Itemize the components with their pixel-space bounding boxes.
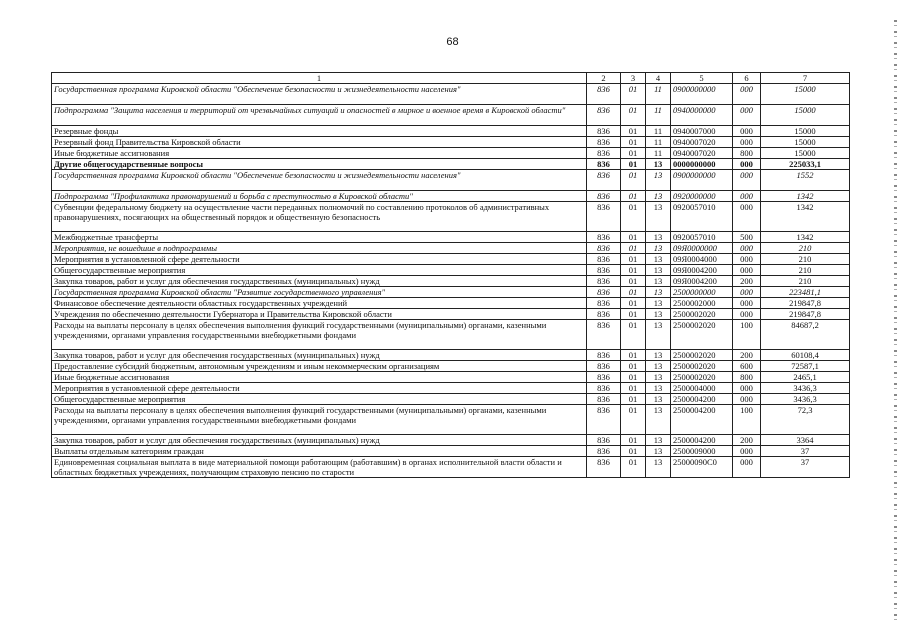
scan-edge-artifact: [894, 20, 897, 620]
row-subsection-cell: 13: [646, 309, 671, 320]
row-code-cell: 836: [587, 383, 621, 394]
row-amount-cell: 219847,8: [761, 309, 850, 320]
table-row: [52, 350, 850, 361]
row-name-cell: Межбюджетные трансферты: [52, 232, 587, 243]
row-subsection-cell: 13: [646, 232, 671, 243]
row-section-cell: 01: [621, 309, 646, 320]
row-target-cell: 2500004200: [671, 435, 733, 446]
row-amount-cell: 15000: [761, 105, 850, 126]
row-amount-cell: 210: [761, 254, 850, 265]
row-section-cell: 01: [621, 298, 646, 309]
row-name-cell: Учреждения по обеспечению деятельности Губернатора и Правительства Кировской области: [52, 309, 587, 320]
row-type-cell: 000: [733, 137, 761, 148]
row-amount-cell: 15000: [761, 137, 850, 148]
row-section-cell: 01: [621, 202, 646, 232]
row-name-cell: Подпрограмма "Защита населения и территорий от чрезвычайных ситуаций и опасностей в мирное и военное время в Кировской области": [52, 105, 587, 126]
row-type-cell: 200: [733, 350, 761, 361]
row-amount-cell: 15000: [761, 126, 850, 137]
table-row: [52, 170, 850, 191]
row-subsection-cell: 13: [646, 446, 671, 457]
row-amount-cell: 2465,1: [761, 372, 850, 383]
table-row: [52, 191, 850, 202]
row-amount-cell: 1342: [761, 202, 850, 232]
row-amount-cell: 225033,1: [761, 159, 850, 170]
row-section-cell: 01: [621, 254, 646, 265]
row-subsection-cell: 13: [646, 320, 671, 350]
row-type-cell: 800: [733, 372, 761, 383]
row-code-cell: 836: [587, 276, 621, 287]
row-code-cell: 836: [587, 394, 621, 405]
row-name-cell: Мероприятия в установленной сфере деятельности: [52, 254, 587, 265]
row-subsection-cell: 13: [646, 405, 671, 435]
row-type-cell: 000: [733, 159, 761, 170]
row-code-cell: 836: [587, 191, 621, 202]
row-amount-cell: 1342: [761, 232, 850, 243]
row-target-cell: 0920000000: [671, 191, 733, 202]
row-code-cell: 836: [587, 361, 621, 372]
row-amount-cell: 15000: [761, 84, 850, 105]
row-type-cell: 800: [733, 148, 761, 159]
row-target-cell: 2500002020: [671, 350, 733, 361]
row-name-cell: Финансовое обеспечение деятельности областных государственных учреждений: [52, 298, 587, 309]
row-section-cell: 01: [621, 84, 646, 105]
row-subsection-cell: 13: [646, 191, 671, 202]
header-cell: 4: [646, 73, 671, 84]
row-amount-cell: 3436,3: [761, 383, 850, 394]
table-row: [52, 287, 850, 298]
row-amount-cell: 1342: [761, 191, 850, 202]
table-row: [52, 457, 850, 478]
row-subsection-cell: 13: [646, 287, 671, 298]
row-name-cell: Мероприятия, не вошедшие в подпрограммы: [52, 243, 587, 254]
row-amount-cell: 72,3: [761, 405, 850, 435]
table-row: [52, 276, 850, 287]
row-subsection-cell: 13: [646, 350, 671, 361]
row-section-cell: 01: [621, 457, 646, 478]
row-target-cell: 0900000000: [671, 84, 733, 105]
row-name-cell: Закупка товаров, работ и услуг для обеспечения государственных (муниципальных) нужд: [52, 276, 587, 287]
row-target-cell: 0000000000: [671, 159, 733, 170]
row-name-cell: Подпрограмма "Профилактика правонарушений и борьба с преступностью в Кировской области": [52, 191, 587, 202]
row-section-cell: 01: [621, 159, 646, 170]
table-row: [52, 232, 850, 243]
row-type-cell: 000: [733, 265, 761, 276]
table-row: [52, 159, 850, 170]
row-amount-cell: 210: [761, 276, 850, 287]
row-section-cell: 01: [621, 126, 646, 137]
row-subsection-cell: 11: [646, 148, 671, 159]
row-name-cell: Закупка товаров, работ и услуг для обеспечения государственных (муниципальных) нужд: [52, 435, 587, 446]
row-code-cell: 836: [587, 457, 621, 478]
row-code-cell: 836: [587, 232, 621, 243]
table-row: [52, 126, 850, 137]
row-section-cell: 01: [621, 191, 646, 202]
row-name-cell: Иные бюджетные ассигнования: [52, 148, 587, 159]
header-cell: 2: [587, 73, 621, 84]
row-subsection-cell: 13: [646, 159, 671, 170]
row-name-cell: Мероприятия в установленной сфере деятельности: [52, 383, 587, 394]
table-row: [52, 202, 850, 232]
row-name-cell: Другие общегосударственные вопросы: [52, 159, 587, 170]
row-name-cell: Общегосударственные мероприятия: [52, 265, 587, 276]
table-row: [52, 435, 850, 446]
row-code-cell: 836: [587, 148, 621, 159]
row-code-cell: 836: [587, 309, 621, 320]
row-name-cell: Закупка товаров, работ и услуг для обеспечения государственных (муниципальных) нужд: [52, 350, 587, 361]
row-name-cell: Расходы на выплаты персоналу в целях обеспечения выполнения функций государственными (муниципальными) органами, казенными учреждениями, органами управления государственными внебюджетными фондами: [52, 405, 587, 435]
row-subsection-cell: 13: [646, 298, 671, 309]
row-target-cell: 2500004200: [671, 394, 733, 405]
row-type-cell: 000: [733, 84, 761, 105]
row-name-cell: Резервные фонды: [52, 126, 587, 137]
row-type-cell: 000: [733, 191, 761, 202]
row-subsection-cell: 13: [646, 202, 671, 232]
row-name-cell: Субвенции федеральному бюджету на осуществление части переданных полномочий по составлению протоколов об административных правонарушениях, посягающих на общественный порядок и общественную безопасность: [52, 202, 587, 232]
row-section-cell: 01: [621, 405, 646, 435]
row-name-cell: Государственная программа Кировской области "Развитие государственного управления": [52, 287, 587, 298]
row-subsection-cell: 13: [646, 383, 671, 394]
row-code-cell: 836: [587, 372, 621, 383]
row-section-cell: 01: [621, 137, 646, 148]
row-section-cell: 01: [621, 265, 646, 276]
row-name-cell: Иные бюджетные ассигнования: [52, 372, 587, 383]
budget-table: [51, 72, 850, 478]
row-target-cell: 2500002020: [671, 309, 733, 320]
row-code-cell: 836: [587, 202, 621, 232]
row-type-cell: 000: [733, 298, 761, 309]
row-amount-cell: 223481,1: [761, 287, 850, 298]
row-section-cell: 01: [621, 394, 646, 405]
row-amount-cell: 37: [761, 446, 850, 457]
row-amount-cell: 1552: [761, 170, 850, 191]
row-code-cell: 836: [587, 137, 621, 148]
row-target-cell: 09Я0000000: [671, 243, 733, 254]
header-cell: 6: [733, 73, 761, 84]
row-target-cell: 2500004200: [671, 405, 733, 435]
table-row: [52, 254, 850, 265]
row-amount-cell: 219847,8: [761, 298, 850, 309]
row-target-cell: 0920057010: [671, 202, 733, 232]
row-type-cell: 000: [733, 394, 761, 405]
table-row: [52, 84, 850, 105]
table-row: [52, 298, 850, 309]
row-amount-cell: 60108,4: [761, 350, 850, 361]
row-section-cell: 01: [621, 148, 646, 159]
row-code-cell: 836: [587, 84, 621, 105]
row-subsection-cell: 13: [646, 457, 671, 478]
row-amount-cell: 210: [761, 243, 850, 254]
row-target-cell: 2500002020: [671, 361, 733, 372]
row-amount-cell: 3436,3: [761, 394, 850, 405]
row-subsection-cell: 13: [646, 170, 671, 191]
row-section-cell: 01: [621, 232, 646, 243]
row-code-cell: 836: [587, 287, 621, 298]
row-subsection-cell: 13: [646, 254, 671, 265]
row-code-cell: 836: [587, 254, 621, 265]
table-row: [52, 148, 850, 159]
row-subsection-cell: 11: [646, 84, 671, 105]
table-row: [52, 320, 850, 350]
row-type-cell: 000: [733, 287, 761, 298]
row-subsection-cell: 13: [646, 435, 671, 446]
row-type-cell: 000: [733, 309, 761, 320]
row-target-cell: 2500002000: [671, 298, 733, 309]
header-cell: 3: [621, 73, 646, 84]
row-code-cell: 836: [587, 405, 621, 435]
row-subsection-cell: 13: [646, 372, 671, 383]
row-name-cell: Расходы на выплаты персоналу в целях обеспечения выполнения функций государственными (муниципальными) органами, казенными учреждениями, органами управления государственными внебюджетными фондами: [52, 320, 587, 350]
row-name-cell: Резервный фонд Правительства Кировской области: [52, 137, 587, 148]
row-target-cell: 0920057010: [671, 232, 733, 243]
row-section-cell: 01: [621, 446, 646, 457]
row-type-cell: 000: [733, 126, 761, 137]
row-name-cell: Государственная программа Кировской области "Обеспечение безопасности и жизнедеятельности населения": [52, 170, 587, 191]
row-type-cell: 100: [733, 320, 761, 350]
row-section-cell: 01: [621, 287, 646, 298]
row-code-cell: 836: [587, 350, 621, 361]
row-subsection-cell: 11: [646, 137, 671, 148]
row-code-cell: 836: [587, 446, 621, 457]
row-code-cell: 836: [587, 243, 621, 254]
row-subsection-cell: 13: [646, 243, 671, 254]
row-section-cell: 01: [621, 243, 646, 254]
header-cell: 5: [671, 73, 733, 84]
row-subsection-cell: 13: [646, 276, 671, 287]
row-amount-cell: 15000: [761, 148, 850, 159]
row-code-cell: 836: [587, 105, 621, 126]
row-target-cell: 09Я0004000: [671, 254, 733, 265]
row-section-cell: 01: [621, 350, 646, 361]
row-type-cell: 100: [733, 405, 761, 435]
row-name-cell: Выплаты отдельным категориям граждан: [52, 446, 587, 457]
table-row: [52, 105, 850, 126]
table-row: [52, 243, 850, 254]
row-code-cell: 836: [587, 170, 621, 191]
row-code-cell: 836: [587, 265, 621, 276]
row-subsection-cell: 11: [646, 126, 671, 137]
header-cell: 7: [761, 73, 850, 84]
table-row: [52, 446, 850, 457]
row-target-cell: 25000090С0: [671, 457, 733, 478]
row-target-cell: 09Я0004200: [671, 265, 733, 276]
row-target-cell: 09Я0004200: [671, 276, 733, 287]
header-cell: 1: [52, 73, 587, 84]
row-type-cell: 000: [733, 105, 761, 126]
row-target-cell: 2500002020: [671, 320, 733, 350]
row-target-cell: 0940007020: [671, 148, 733, 159]
page-number: 68: [446, 36, 459, 48]
row-type-cell: 000: [733, 446, 761, 457]
table-row: [52, 265, 850, 276]
row-section-cell: 01: [621, 276, 646, 287]
row-type-cell: 000: [733, 170, 761, 191]
table-row: [52, 383, 850, 394]
row-subsection-cell: 13: [646, 361, 671, 372]
row-section-cell: 01: [621, 170, 646, 191]
row-section-cell: 01: [621, 435, 646, 446]
table-row: [52, 372, 850, 383]
row-name-cell: Общегосударственные мероприятия: [52, 394, 587, 405]
row-amount-cell: 3364: [761, 435, 850, 446]
row-type-cell: 000: [733, 383, 761, 394]
table-row: [52, 361, 850, 372]
row-target-cell: 0940007020: [671, 137, 733, 148]
row-amount-cell: 72587,1: [761, 361, 850, 372]
table-row: [52, 405, 850, 435]
row-code-cell: 836: [587, 435, 621, 446]
row-type-cell: 200: [733, 276, 761, 287]
row-amount-cell: 37: [761, 457, 850, 478]
row-type-cell: 000: [733, 457, 761, 478]
row-section-cell: 01: [621, 383, 646, 394]
row-subsection-cell: 13: [646, 394, 671, 405]
row-target-cell: 2500009000: [671, 446, 733, 457]
row-type-cell: 500: [733, 232, 761, 243]
row-target-cell: 0900000000: [671, 170, 733, 191]
row-section-cell: 01: [621, 320, 646, 350]
table-row: [52, 309, 850, 320]
table-row: [52, 394, 850, 405]
row-type-cell: 600: [733, 361, 761, 372]
row-code-cell: 836: [587, 320, 621, 350]
row-target-cell: 2500002020: [671, 372, 733, 383]
row-name-cell: Единовременная социальная выплата в виде материальной помощи работающим (работавшим) в органах исполнительной власти области и областных бюджетных учреждениях, получающим страховую пенсию по старости: [52, 457, 587, 478]
row-type-cell: 000: [733, 254, 761, 265]
row-type-cell: 000: [733, 202, 761, 232]
table-header-row: [52, 73, 850, 84]
row-section-cell: 01: [621, 361, 646, 372]
row-code-cell: 836: [587, 298, 621, 309]
row-target-cell: 2500004000: [671, 383, 733, 394]
row-amount-cell: 210: [761, 265, 850, 276]
row-type-cell: 200: [733, 435, 761, 446]
row-amount-cell: 84687,2: [761, 320, 850, 350]
row-target-cell: 2500000000: [671, 287, 733, 298]
row-type-cell: 000: [733, 243, 761, 254]
table-row: [52, 137, 850, 148]
row-subsection-cell: 13: [646, 265, 671, 276]
row-target-cell: 0940000000: [671, 105, 733, 126]
row-name-cell: Государственная программа Кировской области "Обеспечение безопасности и жизнедеятельности населения": [52, 84, 587, 105]
row-code-cell: 836: [587, 126, 621, 137]
row-subsection-cell: 11: [646, 105, 671, 126]
row-section-cell: 01: [621, 105, 646, 126]
row-target-cell: 0940007000: [671, 126, 733, 137]
row-name-cell: Предоставление субсидий бюджетным, автономным учреждениям и иным некоммерческим организациям: [52, 361, 587, 372]
row-code-cell: 836: [587, 159, 621, 170]
row-section-cell: 01: [621, 372, 646, 383]
